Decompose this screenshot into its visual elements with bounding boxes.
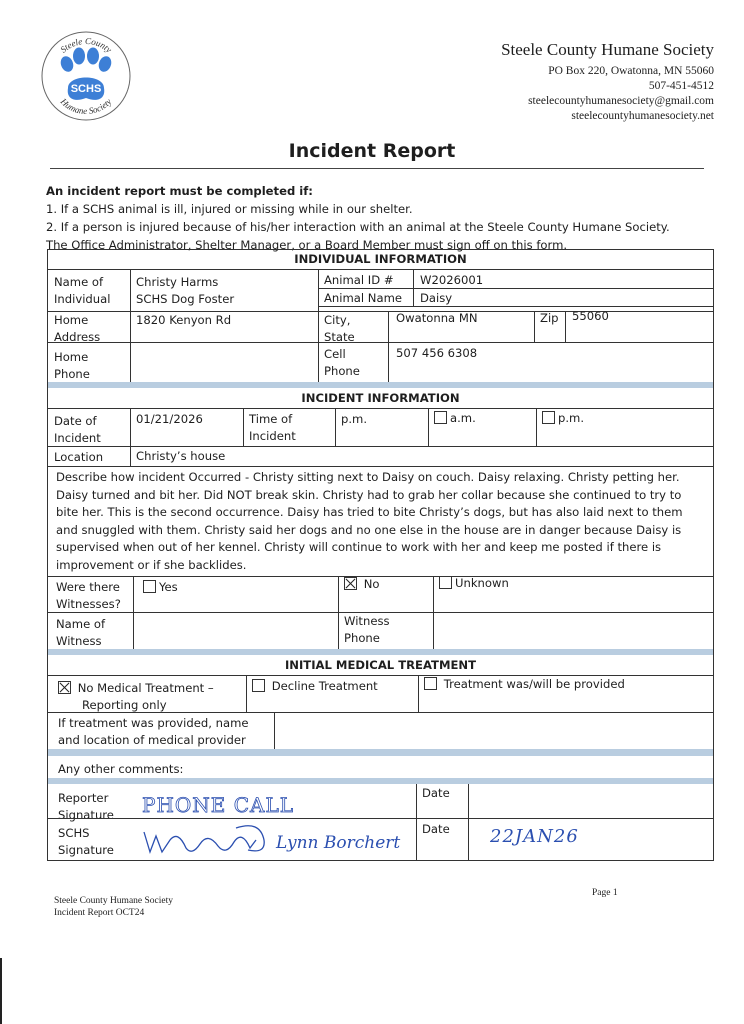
pm-box[interactable] <box>542 411 555 424</box>
handwritten-signature-icon <box>138 822 418 858</box>
city-label-1: City, <box>324 313 351 327</box>
schs-logo <box>40 30 132 122</box>
yes-label: Yes <box>159 580 178 594</box>
rule <box>416 784 417 860</box>
city-label <box>324 312 355 346</box>
scan-edge <box>0 958 2 1024</box>
name-value-1: Christy Harms <box>136 275 219 289</box>
logo-arc-top: Steele County <box>58 35 114 55</box>
rule <box>48 342 713 343</box>
witnesses-label-2: Witnesses? <box>56 597 121 611</box>
section-band <box>48 778 713 784</box>
page-title: Incident Report <box>288 140 456 162</box>
animal-id-label: Animal ID # <box>324 273 394 287</box>
org-name: Steele County Humane Society <box>501 40 714 59</box>
unknown-checkbox[interactable] <box>439 575 509 592</box>
animal-name-label: Animal Name <box>324 291 403 305</box>
witnesses-label-1: Were there <box>56 580 120 594</box>
org-email: steelecountyhumanesociety@gmail.com <box>528 95 714 107</box>
rule <box>133 576 134 649</box>
rule <box>48 818 713 819</box>
reporter-signature-text: PHONE CALL <box>142 793 295 817</box>
no-treatment-checkbox[interactable] <box>58 680 214 714</box>
witness-name-label-2: Witness <box>56 634 102 648</box>
description-line: Describe how incident Occurred - Christy sitting next to Daisy on couch. Daisy relaxing. Christy petting her. <box>56 470 680 484</box>
logo-arc-bottom: Humane Society <box>58 96 114 117</box>
rule <box>565 311 566 342</box>
no-label: No <box>363 577 380 591</box>
org-website: steelecountyhumanesociety.net <box>571 110 714 122</box>
location-field[interactable]: Christy’s house <box>136 449 226 463</box>
description-line: Daisy turned and bit her. Did NOT break skin. Christy had to grab her collar because she continued to try to <box>56 487 682 502</box>
yes-checkbox[interactable] <box>143 579 178 596</box>
pm-label: p.m. <box>558 411 585 425</box>
zip-field[interactable]: 55060 <box>572 309 609 323</box>
svg-text:Steele County <box>58 36 114 55</box>
org-info <box>501 40 714 124</box>
time-field[interactable]: p.m. <box>341 412 368 426</box>
rule <box>48 446 713 447</box>
name-field[interactable] <box>136 274 234 308</box>
incident-info-header: INCIDENT INFORMATION <box>301 391 460 405</box>
am-box[interactable] <box>434 411 447 424</box>
home-address-label <box>54 312 100 346</box>
rule <box>274 712 275 749</box>
time-label <box>249 411 296 445</box>
yes-box[interactable] <box>143 580 156 593</box>
schs-date-field[interactable] <box>488 820 628 854</box>
date-label <box>54 413 101 447</box>
reporter-signature-label-2: Signature <box>58 808 114 822</box>
schs-date-value: 22JAN26 <box>490 826 579 847</box>
witness-name-label <box>56 616 105 650</box>
witness-phone-label-2: Phone <box>344 631 380 645</box>
rule <box>388 311 389 382</box>
schs-date-label: Date <box>422 822 450 836</box>
rule <box>246 675 247 712</box>
org-po-box: PO Box 220, Owatonna, MN 55060 <box>548 65 714 77</box>
intro-text <box>46 182 716 254</box>
schs-signature-label <box>58 825 114 859</box>
rule <box>418 675 419 712</box>
animal-id-field[interactable]: W2026001 <box>420 273 484 287</box>
witness-phone-label-1: Witness <box>344 614 390 628</box>
schs-signature-field[interactable] <box>138 822 418 862</box>
intro-lead: An incident report must be completed if: <box>46 184 313 198</box>
footer-org: Steele County Humane Society <box>54 896 173 906</box>
description-line: supervised when out of her kennel. Christy will continue to work with her and keep me posted if there is <box>56 540 662 554</box>
intro-item-2: 2. If a person is injured because of his/her interaction with an animal at the Steele County Humane Society. <box>46 220 670 234</box>
rule <box>48 466 713 467</box>
schs-signature-name: Lynn Borchert <box>276 833 401 853</box>
cell-label-2: Phone <box>324 364 360 378</box>
svg-text:Humane Society <box>58 96 113 116</box>
home-address-field[interactable]: 1820 Kenyon Rd <box>136 313 232 327</box>
intro-item-1: 1. If a SCHS animal is ill, injured or missing while in our shelter. <box>46 202 413 216</box>
description-line: and snuggled with them. Christy said her dogs and no one else in the house are in danger because Daisy is <box>56 522 682 537</box>
rule <box>433 576 434 649</box>
provider-label-2: and location of medical provider <box>58 733 246 747</box>
rule <box>130 270 131 382</box>
cell-label-1: Cell <box>324 347 346 361</box>
rule <box>48 712 713 713</box>
location-label: Location <box>54 450 104 464</box>
rule <box>48 269 713 270</box>
intro-signoff: The Office Administrator, Shelter Manager, or a Board Member must sign off on this form. <box>46 238 568 252</box>
rule <box>243 408 244 446</box>
incident-description[interactable] <box>56 469 711 574</box>
zip-label: Zip <box>540 311 559 325</box>
schs-signature-label-2: Signature <box>58 843 114 857</box>
pm-checkbox[interactable] <box>542 410 584 427</box>
home-address-label-2: Address <box>54 330 101 344</box>
page-number: Page 1 <box>592 888 618 898</box>
city-field[interactable]: Owatonna MN <box>396 311 478 325</box>
logo-badge: SCHS <box>70 83 102 95</box>
rule <box>48 408 713 409</box>
home-phone-label-2: Phone <box>54 367 90 381</box>
rule <box>413 270 414 306</box>
rule <box>318 270 319 382</box>
witnesses-label <box>56 579 121 613</box>
rule <box>318 306 713 307</box>
provider-label-1: If treatment was provided, name <box>58 716 249 730</box>
medical-treatment-header: INITIAL MEDICAL TREATMENT <box>284 658 477 672</box>
time-label-1: Time of <box>249 412 293 426</box>
org-phone: 507-451-4512 <box>648 80 714 92</box>
paw-print-icon <box>40 30 132 122</box>
rule <box>338 576 339 649</box>
no-box[interactable] <box>344 577 357 590</box>
cell-field[interactable]: 507 456 6308 <box>396 346 478 360</box>
decline-box[interactable] <box>252 679 265 692</box>
section-band <box>48 382 713 388</box>
provided-box[interactable] <box>424 677 437 690</box>
rule <box>318 288 713 289</box>
am-checkbox[interactable] <box>434 410 476 427</box>
decline-treatment-checkbox[interactable] <box>252 678 378 695</box>
provider-label <box>58 715 249 749</box>
name-label-2: Individual <box>54 292 111 306</box>
treatment-provided-checkbox[interactable] <box>424 676 625 693</box>
comments-label: Any other comments: <box>58 762 184 776</box>
date-label-1: Date of <box>54 414 97 428</box>
city-label-2: State <box>324 330 355 344</box>
rule <box>335 408 336 446</box>
home-address-label-1: Home <box>54 313 89 327</box>
animal-name-field[interactable]: Daisy <box>420 291 453 305</box>
schs-signature-label-1: SCHS <box>58 826 90 840</box>
reporter-signature-label-1: Reporter <box>58 791 109 805</box>
home-phone-label-1: Home <box>54 350 89 364</box>
incident-form <box>47 249 714 861</box>
provided-label: Treatment was/will be provided <box>443 677 625 691</box>
name-label-1: Name of <box>54 275 104 289</box>
no-treatment-label-1: No Medical Treatment – <box>77 681 214 695</box>
rule <box>536 408 537 446</box>
witness-name-label-1: Name of <box>56 617 106 631</box>
rule <box>48 576 713 577</box>
footer-doc: Incident Report OCT24 <box>54 908 145 918</box>
home-phone-label <box>54 349 90 383</box>
no-treatment-label-2: Reporting only <box>82 698 167 712</box>
date-label-2: Incident <box>54 431 101 445</box>
name-label <box>54 274 110 308</box>
time-label-2: Incident <box>249 429 296 443</box>
unknown-box[interactable] <box>439 576 452 589</box>
witness-phone-label <box>344 613 390 647</box>
cell-label <box>324 346 360 380</box>
rule <box>130 408 131 466</box>
rule <box>468 784 469 860</box>
description-line: bite her. This is the second occurrence. Daisy has tried to bite Christy’s dogs, but has also laid next to them <box>56 505 683 519</box>
unknown-label: Unknown <box>455 576 509 590</box>
rule <box>428 408 429 446</box>
footer <box>54 895 173 919</box>
rule <box>534 311 535 342</box>
title-rule <box>50 168 704 169</box>
decline-label: Decline Treatment <box>271 679 378 693</box>
no-checkbox[interactable] <box>344 576 379 593</box>
am-label: a.m. <box>450 411 476 425</box>
no-treatment-box[interactable] <box>58 681 71 694</box>
section-band <box>48 649 713 655</box>
section-band <box>48 749 713 756</box>
date-field[interactable]: 01/21/2026 <box>136 412 203 426</box>
description-line: improvement or if she backlides. <box>56 557 247 572</box>
name-value-2: SCHS Dog Foster <box>136 292 235 306</box>
individual-info-header: INDIVIDUAL INFORMATION <box>294 252 467 266</box>
reporter-date-label: Date <box>422 786 450 800</box>
